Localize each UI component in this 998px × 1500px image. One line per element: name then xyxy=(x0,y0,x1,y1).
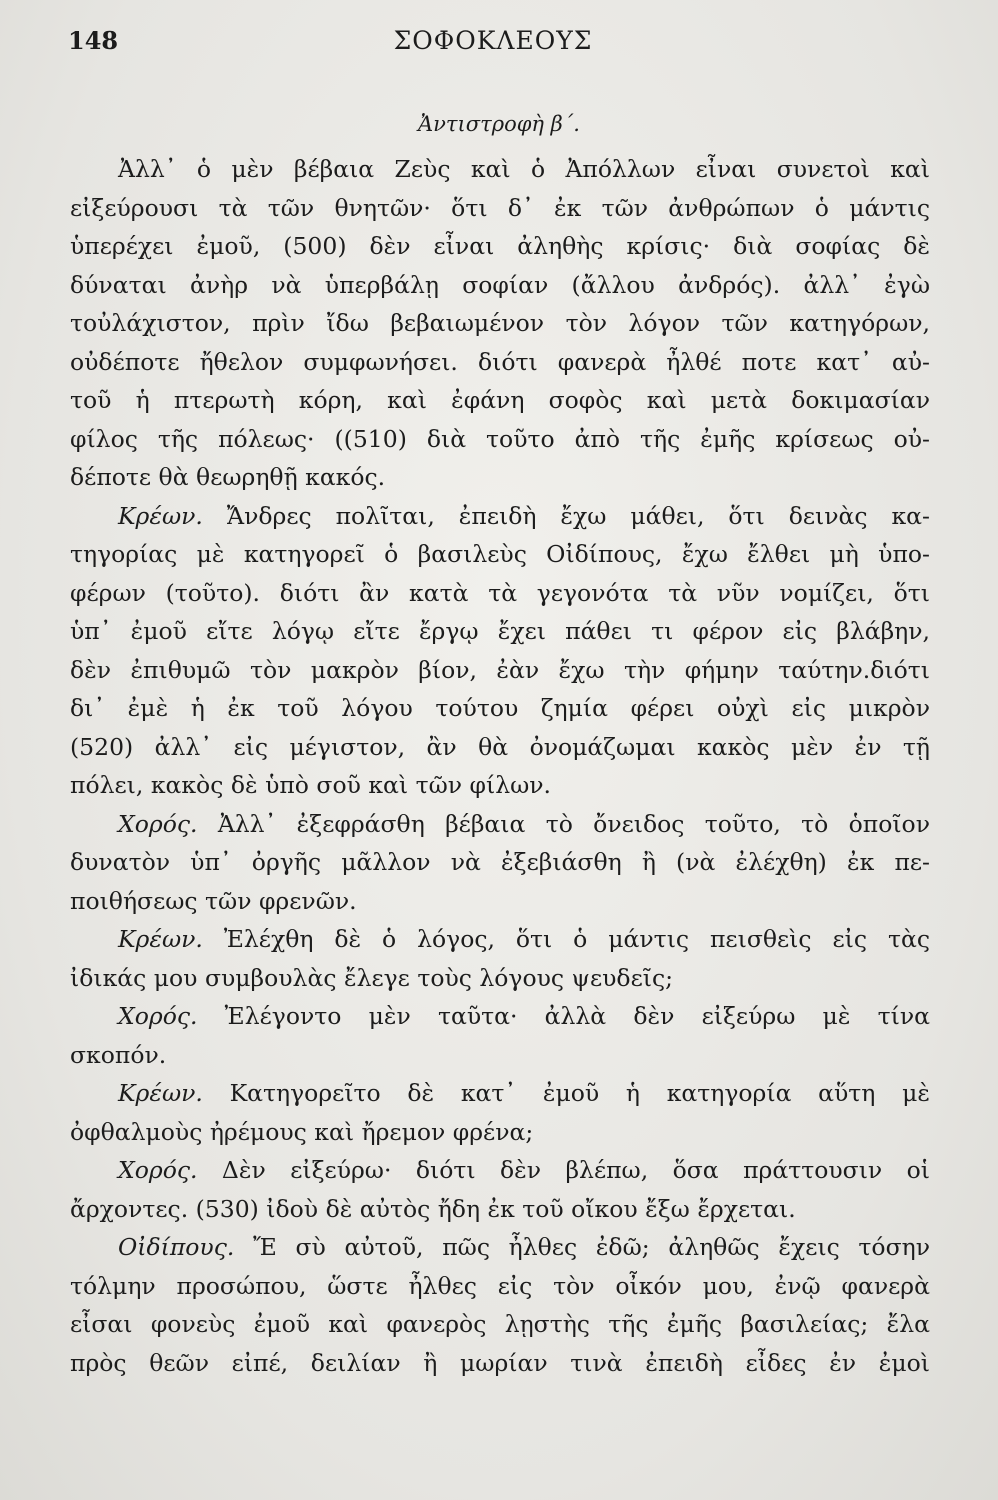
text-line xyxy=(70,227,930,266)
speaker-name: Κρέων. xyxy=(118,925,203,953)
line-text: σκοπόν. xyxy=(70,1040,167,1069)
text-line xyxy=(70,1344,930,1383)
page-header xyxy=(68,26,918,62)
speaker-name: Κρέων. xyxy=(118,501,203,530)
text-line xyxy=(70,1190,930,1229)
line-text: τηγορίας μὲ κατηγορεῖ ὁ βασιλεὺς Οἰδίπους, ἔχω ἔλθει μὴ ὑπο- xyxy=(70,540,930,568)
text-line xyxy=(70,1151,930,1190)
line-text: δι᾽ ἐμὲ ἡ ἐκ τοῦ λόγου τούτου ζημία φέρει οὐχὶ εἰς μικρὸν xyxy=(70,694,930,722)
text-line xyxy=(70,381,930,420)
line-text: Ἐλέγοντο μὲν ταῦτα· ἀλλὰ δὲν εἰξεύρω μὲ τίνα xyxy=(224,1002,930,1030)
line-text: Ἀλλ᾽ ὁ μὲν βέβαια Ζεὺς καὶ ὁ Ἀπόλλων εἶναι συνετοὶ καὶ xyxy=(118,155,930,183)
text-line xyxy=(70,150,930,189)
line-text: Κατηγορεῖτο δὲ κατ᾽ ἐμοῦ ἡ κατηγορία αὕτη μὲ xyxy=(229,1079,930,1107)
running-head: ΣΟΦΟΚΛΕΟΥΣ xyxy=(393,26,593,55)
line-text: δυνατὸν ὑπ᾽ ὀργῆς μᾶλλον νὰ ἐξεβιάσθη ἢ (νὰ ἐλέχθη) ἐκ πε- xyxy=(70,848,930,876)
line-text: εἶσαι φονεὺς ἐμοῦ καὶ φανερὸς λῃστὴς τῆς ἐμῆς βασιλείας; ἔλα xyxy=(70,1310,930,1338)
text-line xyxy=(70,1113,930,1152)
speaker-name: Χορός. xyxy=(118,1156,198,1184)
text-line xyxy=(70,728,930,767)
text-line xyxy=(70,882,930,921)
line-text: Ἐλέχθη δὲ ὁ λόγος, ὅτι ὁ μάντις πεισθεὶς εἰς τὰς xyxy=(223,925,930,953)
speaker-name: Χορός. xyxy=(118,809,198,838)
text-line xyxy=(70,651,930,690)
line-text: ἄρχοντες. (530) ἰδοὺ δὲ αὐτὸς ἤδη ἐκ τοῦ οἴκου ἔξω ἔρχεται. xyxy=(70,1194,796,1223)
line-text: ποιθήσεως τῶν φρενῶν. xyxy=(70,886,357,915)
text-line xyxy=(70,612,930,651)
text-line xyxy=(70,535,930,574)
text-line xyxy=(70,1228,930,1267)
line-text: δέποτε θὰ θεωρηθῇ κακός. xyxy=(70,463,386,491)
line-text: δὲν ἐπιθυμῶ τὸν μακρὸν βίον, ἐὰν ἔχω τὴν φήμην ταύτην.διότι xyxy=(70,655,930,684)
text-body xyxy=(70,150,930,1382)
line-text: Ἀλλ᾽ ἐξεφράσθη βέβαια τὸ ὄνειδος τοῦτο, τὸ ὁποῖον xyxy=(217,809,930,838)
text-line xyxy=(70,1036,930,1075)
line-text: ὑπ᾽ ἐμοῦ εἴτε λόγῳ εἴτε ἔργῳ ἔχει πάθει τι φέρον εἰς βλάβην, xyxy=(70,617,930,645)
line-text: πόλει, κακὸς δὲ ὑπὸ σοῦ καὶ τῶν φίλων. xyxy=(70,771,552,799)
text-line xyxy=(70,574,930,613)
text-line xyxy=(70,689,930,728)
line-text: οὐδέποτε ἤθελον συμφωνήσει. διότι φανερὰ ἦλθέ ποτε κατ᾽ αὐ- xyxy=(70,347,930,376)
line-text: ἰδικάς μου συμβουλὰς ἔλεγε τοὺς λόγους ψευδεῖς; xyxy=(70,963,674,992)
line-text: ὀφθαλμοὺς ἠρέμους καὶ ἤρεμον φρένα; xyxy=(70,1117,534,1146)
speaker-name: Οἰδίπους. xyxy=(118,1233,235,1261)
line-text: Δὲν εἰξεύρω· διότι δὲν βλέπω, ὅσα πράττουσιν οἱ xyxy=(221,1156,930,1184)
section-heading: Ἀντιστροφὴ β΄. xyxy=(417,112,580,136)
text-line xyxy=(70,1305,930,1344)
line-text: δύναται ἀνὴρ νὰ ὑπερβάλῃ σοφίαν (ἄλλου ἀνδρός). ἀλλ᾽ ἐγὼ xyxy=(70,270,930,299)
text-line xyxy=(70,420,930,459)
page-number: 148 xyxy=(68,26,119,55)
line-text: Ἔ σὺ αὐτοῦ, πῶς ἦλθες ἐδῶ; ἀληθῶς ἔχεις τόσην xyxy=(253,1233,930,1261)
line-text: φέρων (τοῦτο). διότι ἂν κατὰ τὰ γεγονότα τὰ νῦν νομίζει, ὅτι xyxy=(70,578,930,607)
text-line xyxy=(70,304,930,343)
line-text: τοῦ ἡ πτερωτὴ κόρη, καὶ ἐφάνη σοφὸς καὶ μετὰ δοκιμασίαν xyxy=(70,386,930,414)
text-line xyxy=(70,497,930,536)
line-text: εἰξεύρουσι τὰ τῶν θνητῶν· ὅτι δ᾽ ἐκ τῶν ἀνθρώπων ὁ μάντις xyxy=(70,193,930,222)
text-line xyxy=(70,343,930,382)
text-line xyxy=(70,997,930,1036)
speaker-name: Χορός. xyxy=(118,1002,198,1030)
text-line xyxy=(70,458,930,497)
text-line xyxy=(70,766,930,805)
text-line xyxy=(70,1267,930,1306)
text-line xyxy=(70,843,930,882)
speaker-name: Κρέων. xyxy=(118,1079,203,1107)
text-line xyxy=(70,1074,930,1113)
text-line xyxy=(70,959,930,998)
line-text: Ἄνδρες πολῖται, ἐπειδὴ ἔχω μάθει, ὅτι δεινὰς κα- xyxy=(226,501,930,530)
line-text: φίλος τῆς πόλεως· ((510) διὰ τοῦτο ἀπὸ τῆς ἐμῆς κρίσεως οὐ- xyxy=(70,424,930,453)
line-text: τόλμην προσώπου, ὥστε ἦλθες εἰς τὸν οἶκόν μου, ἐνῷ φανερὰ xyxy=(70,1271,930,1300)
text-line xyxy=(70,189,930,228)
text-line xyxy=(70,266,930,305)
line-text: τοὐλάχιστον, πρὶν ἴδω βεβαιωμένον τὸν λόγον τῶν κατηγόρων, xyxy=(70,309,930,337)
text-line xyxy=(70,920,930,959)
text-line xyxy=(70,805,930,844)
line-text: ὑπερέχει ἐμοῦ, (500) δὲν εἶναι ἀληθὴς κρίσις· διὰ σοφίας δὲ xyxy=(70,232,930,260)
line-text: (520) ἀλλ᾽ εἰς μέγιστον, ἂν θὰ ὀνομάζωμαι κακὸς μὲν ἐν τῇ xyxy=(70,732,930,761)
line-text: πρὸς θεῶν εἰπέ, δειλίαν ἢ μωρίαν τινὰ ἐπειδὴ εἶδες ἐν ἐμοὶ xyxy=(70,1348,930,1377)
